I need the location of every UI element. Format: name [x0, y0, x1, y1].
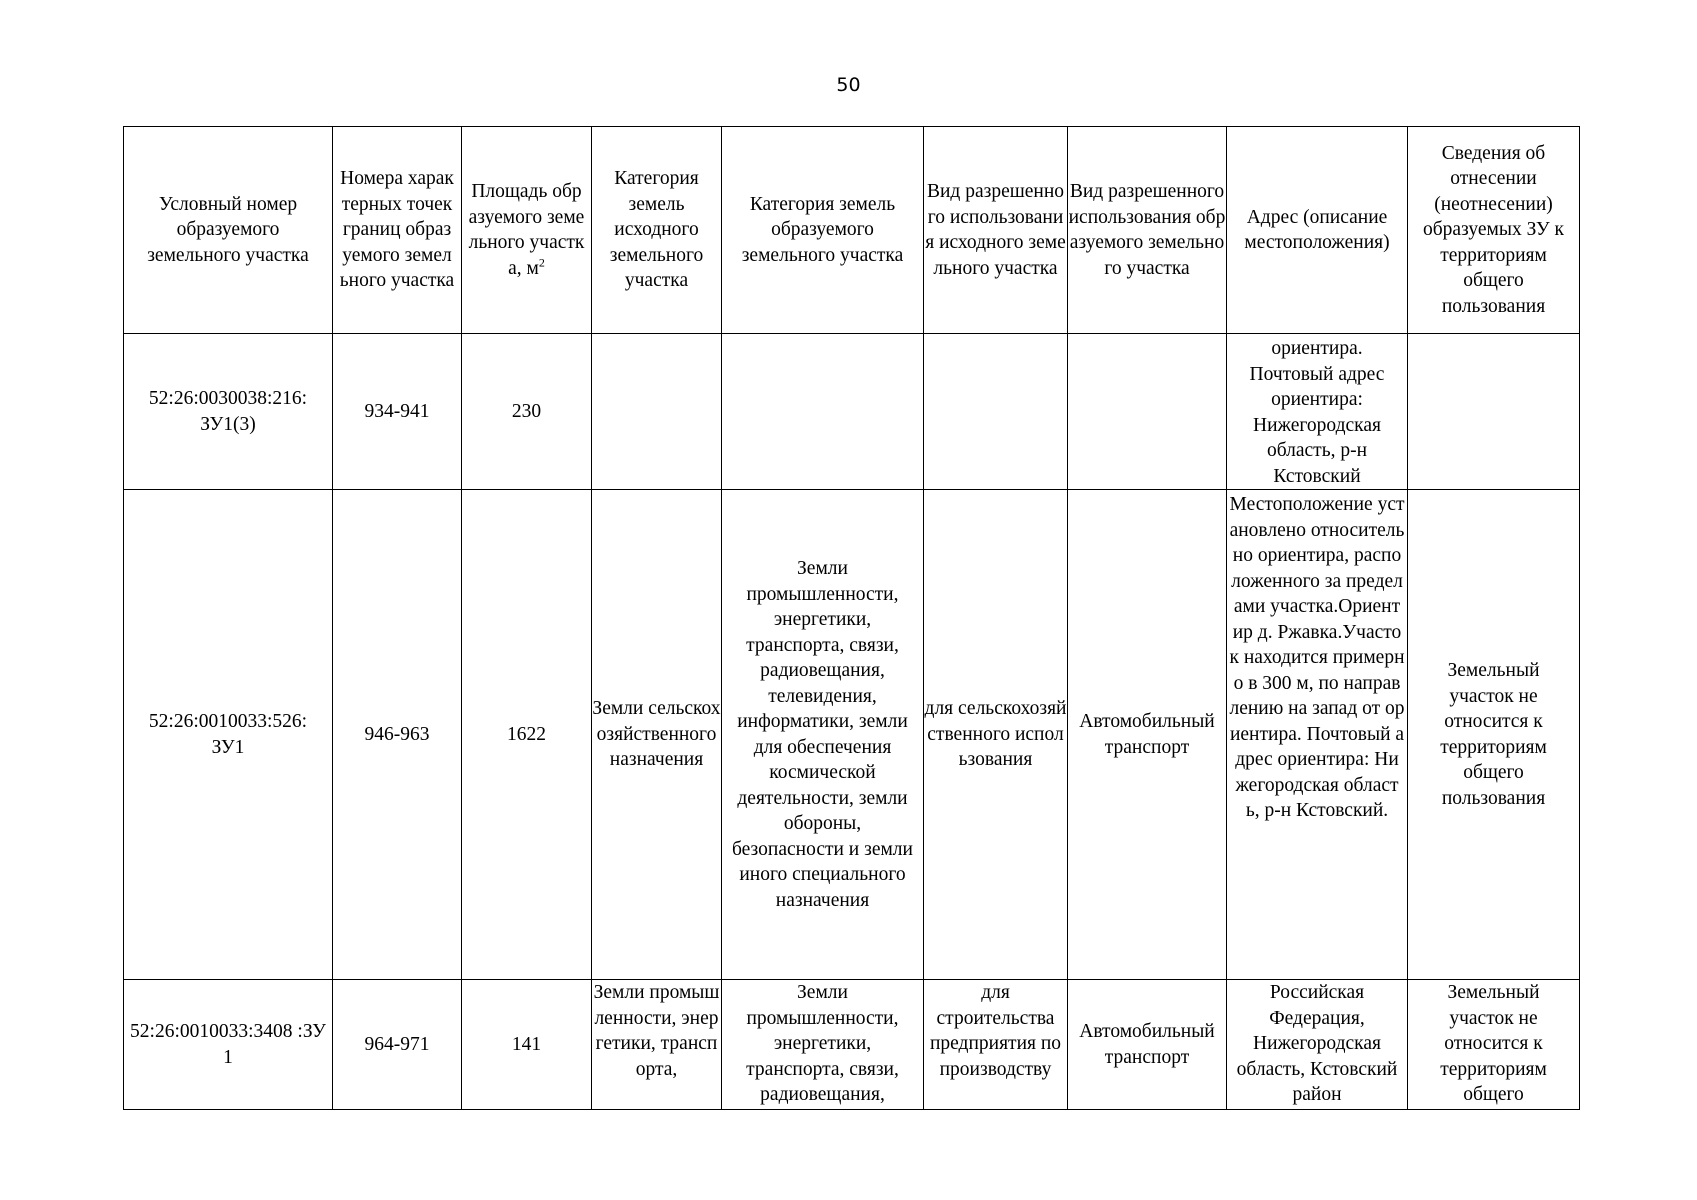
header-use-new: Вид разрешенного использования образуемого земельного участка	[1068, 127, 1227, 334]
table-header-row	[124, 127, 1580, 334]
land-plot-table	[123, 126, 1580, 1110]
cell-area: 141	[462, 980, 592, 1110]
header-public-use: Сведения об отнесении (неотнесении) образуемых ЗУ к территориям общего пользования	[1408, 127, 1580, 334]
table-row	[124, 980, 1580, 1110]
cell-address: ориентира. Почтовый адрес ориентира: Нижегородская область, р-н Кстовский	[1227, 334, 1408, 490]
header-points: Номера характерных точек границ образуемого земельного участка	[333, 127, 462, 334]
header-area: Площадь образуемого земельного участка, $м^2$	[462, 127, 592, 334]
cell-area: 230	[462, 334, 592, 490]
cell-plot-number: 52:26:0030038:216: ЗУ1(3)	[124, 334, 333, 490]
cell-address: Местоположение установлено относительно ориентира, расположенного за пределами участка.Ориентир д. Ржавка.Участок находится примерно в 300 м, по направлению на запад от ориентира. Почтовый адрес ориентира: Нижегородская область, р-н Кстовский.	[1227, 490, 1408, 980]
cell-category-source: Земли сельскохозяйственного назначения	[592, 490, 722, 980]
cell-category-new: Земли промышленности, энергетики, транспорта, связи, радиовещания,	[722, 980, 924, 1110]
cell-public-use	[1408, 334, 1580, 490]
cell-use-source: для сельскохозяйственного использования	[924, 490, 1068, 980]
header-area-sup: 2	[538, 255, 545, 269]
header-category-new: Категория земель образуемого земельного участка	[722, 127, 924, 334]
cell-address: Российская Федерация, Нижегородская область, Кстовский район	[1227, 980, 1408, 1110]
cell-public-use: Земельный участок не относится к территориям общего пользования	[1408, 490, 1580, 980]
header-address: Адрес (описание местоположения)	[1227, 127, 1408, 334]
page-number: 50	[836, 74, 861, 96]
cell-plot-number: 52:26:0010033:3408 :ЗУ1	[124, 980, 333, 1110]
table-row	[124, 334, 1580, 490]
cell-points: 934-941	[333, 334, 462, 490]
cell-points: 964-971	[333, 980, 462, 1110]
cell-use-new: Автомобильный транспорт	[1068, 490, 1227, 980]
cell-category-source	[592, 334, 722, 490]
header-category-source: Категория земель исходного земельного участка	[592, 127, 722, 334]
cell-plot-number: 52:26:0010033:526: ЗУ1	[124, 490, 333, 980]
header-plot-number: Условный номер образуемого земельного участка	[124, 127, 333, 334]
cell-use-source	[924, 334, 1068, 490]
cell-use-source: для строительства предприятия по производству	[924, 980, 1068, 1110]
cell-category-source: Земли промышленности, энергетики, транспорта,	[592, 980, 722, 1110]
cell-category-new	[722, 334, 924, 490]
cell-use-new: Автомобильный транспорт	[1068, 980, 1227, 1110]
cell-points: 946-963	[333, 490, 462, 980]
table-row	[124, 490, 1580, 980]
cell-use-new	[1068, 334, 1227, 490]
cell-public-use: Земельный участок не относится к территориям общего	[1408, 980, 1580, 1110]
cell-area: 1622	[462, 490, 592, 980]
cell-category-new: Земли промышленности, энергетики, транспорта, связи, радиовещания, телевидения, информатики, земли для обеспечения космической деятельности, земли обороны, безопасности и земли иного специального назначения	[722, 490, 924, 980]
header-use-source: Вид разрешенного использования исходного земельного участка	[924, 127, 1068, 334]
